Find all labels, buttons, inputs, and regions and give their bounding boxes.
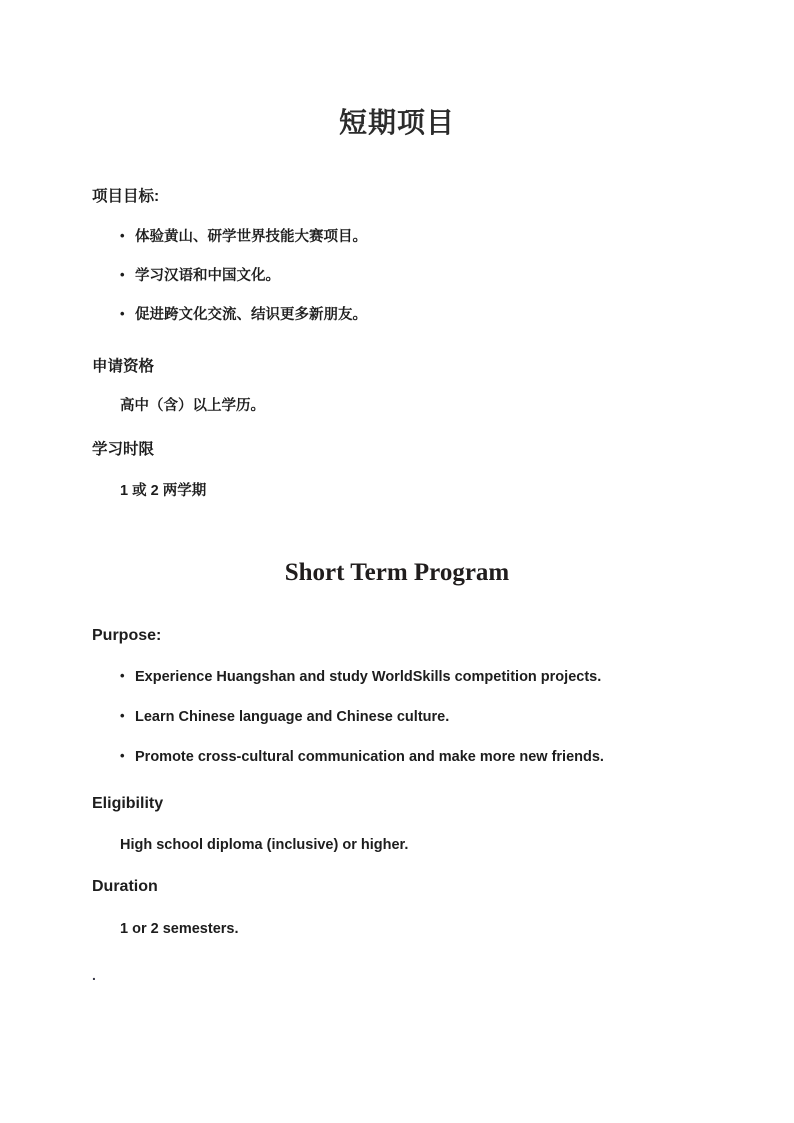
- bullet-point-icon: •: [120, 707, 125, 723]
- bullet-point-icon: •: [120, 228, 125, 243]
- english-purpose-heading-text: Purpose:: [92, 627, 162, 644]
- section-heading-english-duration: [92, 877, 732, 897]
- chinese-purpose-heading-text: 项目目标:: [92, 188, 160, 205]
- list-item: [92, 668, 732, 687]
- bullet-point-icon: •: [120, 305, 125, 321]
- list-item-text: 促进跨文化交流、结识更多新朋友。: [135, 306, 367, 323]
- english-duration-body-text: 1 or 2 semesters.: [120, 921, 239, 937]
- chinese-duration-heading-text: 学习时限: [92, 441, 155, 458]
- bullet-list: [92, 228, 732, 325]
- chinese-eligibility-heading-text: 申请资格: [92, 358, 155, 375]
- section-heading-english-purpose: [92, 626, 732, 646]
- chinese-eligibility-body-text: 高中（含）以上学历。: [120, 398, 265, 414]
- list-item-text: 体验黄山、研学世界技能大赛项目。: [135, 229, 367, 245]
- english-duration-heading-text: Duration: [92, 878, 158, 895]
- english-eligibility-body: [92, 836, 732, 855]
- bullet-list: [92, 668, 732, 767]
- bullet-point-icon: •: [120, 668, 125, 683]
- bullet-point-icon: •: [120, 266, 125, 282]
- list-item-text: 学习汉语和中国文化。: [135, 267, 280, 284]
- english-eligibility-heading-text: Eligibility: [92, 795, 164, 812]
- list-item: [92, 228, 732, 247]
- bullet-point-icon: •: [120, 747, 125, 763]
- list-item-text: Learn Chinese language and Chinese culture.: [135, 708, 450, 725]
- section-heading-chinese-eligibility: [92, 357, 732, 376]
- chinese-duration-body-text: 1 或 2 两学期: [120, 483, 207, 499]
- chinese-duration-body: [92, 482, 732, 501]
- section-heading-chinese-duration: [92, 440, 732, 459]
- list-item: [92, 306, 732, 325]
- list-item: [92, 708, 732, 727]
- page-title-chinese: 短期项目: [338, 107, 455, 138]
- chinese-purpose-list: [92, 228, 732, 345]
- trailing-period-mark: .: [92, 967, 96, 983]
- list-item: [92, 748, 732, 767]
- page-title-english: Short Term Program: [284, 559, 510, 586]
- english-duration-body: [92, 920, 732, 939]
- list-item-text: Experience Huangshan and study WorldSkills competition projects.: [135, 669, 602, 685]
- section-heading-english-eligibility: [92, 794, 732, 814]
- section-heading-chinese-purpose: [92, 187, 732, 206]
- english-eligibility-body-text: High school diploma (inclusive) or higher.: [120, 837, 409, 853]
- list-item-text: Promote cross-cultural communication and make more new friends.: [135, 748, 604, 765]
- chinese-eligibility-body: [92, 397, 732, 416]
- list-item: [92, 267, 732, 286]
- english-purpose-list: [92, 668, 732, 788]
